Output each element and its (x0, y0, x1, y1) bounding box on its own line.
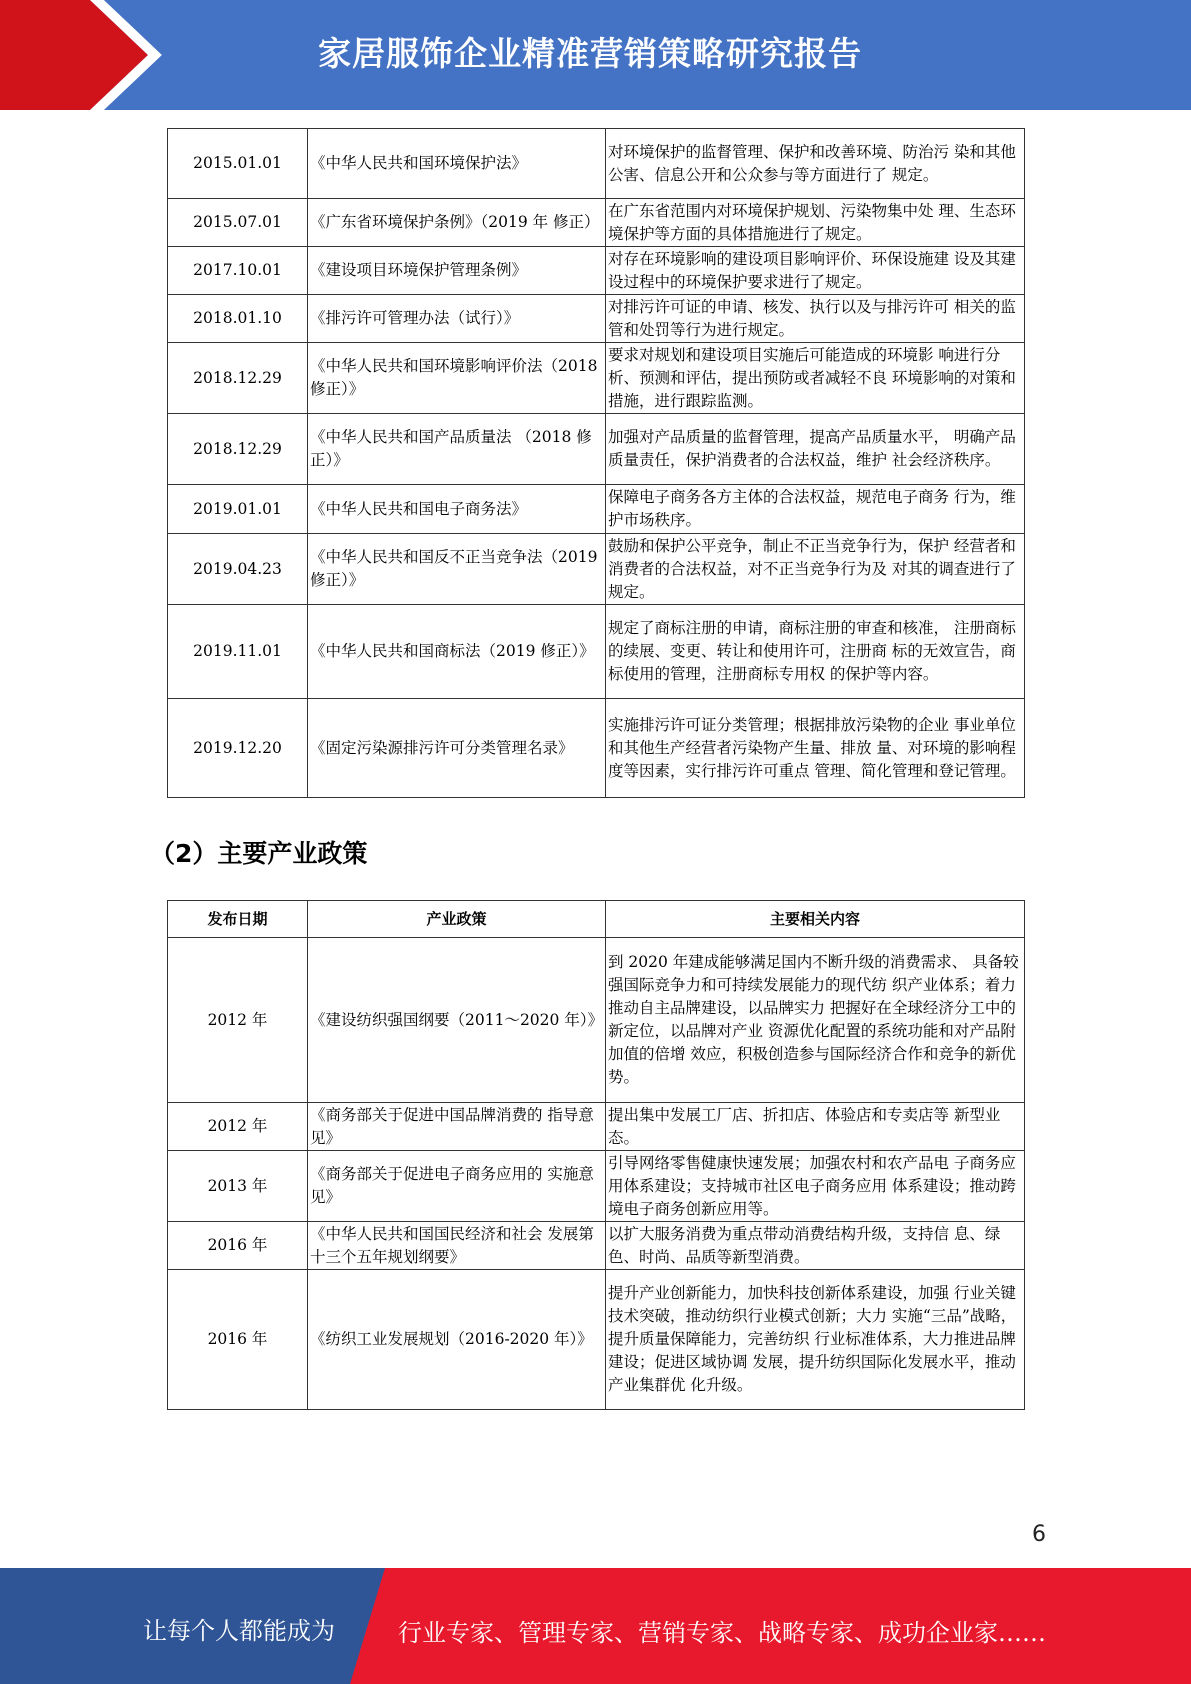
page-number: 6 (1032, 1522, 1046, 1547)
page-header (0, 0, 1191, 110)
law-name: 《中华人民共和国环境保护法》 (308, 129, 606, 199)
table-row (168, 699, 1025, 798)
policy-date: 2013 年 (168, 1151, 308, 1222)
policy-name: 《纺织工业发展规划（2016-2020 年）》 (308, 1270, 606, 1410)
law-content: 要求对规划和建设项目实施后可能造成的环境影 响进行分析、预测和评估，提出预防或者减轻不良 环境影响的对策和措施，进行跟踪监测。 (606, 343, 1025, 414)
table-row (168, 295, 1025, 343)
policy-date: 2012 年 (168, 1103, 308, 1151)
law-name: 《中华人民共和国反不正当竞争法（2019 修正）》 (308, 534, 606, 605)
column-header-date: 发布日期 (168, 901, 308, 938)
table-row (168, 1222, 1025, 1270)
law-date: 2015.01.01 (168, 129, 308, 199)
law-date: 2018.01.10 (168, 295, 308, 343)
table-row (168, 129, 1025, 199)
law-date: 2019.01.01 (168, 485, 308, 534)
law-content: 对排污许可证的申请、核发、执行以及与排污许可 相关的监管和处罚等行为进行规定。 (606, 295, 1025, 343)
law-name: 《广东省环境保护条例》（2019 年 修正） (308, 199, 606, 247)
table-row (168, 1270, 1025, 1410)
footer-slogan-left: 让每个人都能成为 (143, 1617, 335, 1645)
law-date: 2018.12.29 (168, 414, 308, 485)
table-row (168, 414, 1025, 485)
table-row (168, 534, 1025, 605)
policy-date: 2016 年 (168, 1270, 308, 1410)
law-name: 《中华人民共和国商标法（2019 修正）》 (308, 605, 606, 699)
law-date: 2015.07.01 (168, 199, 308, 247)
table-row (168, 605, 1025, 699)
policy-name: 《建设纺织强国纲要（2011～2020 年）》 (308, 938, 606, 1103)
law-date: 2019.11.01 (168, 605, 308, 699)
column-header-policy: 产业政策 (308, 901, 606, 938)
table-row (168, 343, 1025, 414)
column-header-content: 主要相关内容 (606, 901, 1025, 938)
table-header-row (168, 901, 1025, 938)
policy-content: 以扩大服务消费为重点带动消费结构升级，支持信 息、绿色、时尚、品质等新型消费。 (606, 1222, 1025, 1270)
policy-content: 引导网络零售健康快速发展；加强农村和农产品电 子商务应用体系建设；支持城市社区电子商务应用 体系建设；推动跨境电子商务创新应用等。 (606, 1151, 1025, 1222)
policy-date: 2016 年 (168, 1222, 308, 1270)
policy-name: 《商务部关于促进中国品牌消费的 指导意见》 (308, 1103, 606, 1151)
law-content: 在广东省范围内对环境保护规划、污染物集中处 理、生态环境保护等方面的具体措施进行了规定。 (606, 199, 1025, 247)
law-content: 对环境保护的监督管理、保护和改善环境、防治污 染和其他公害、信息公开和公众参与等方面进行了 规定。 (606, 129, 1025, 199)
policy-content: 提出集中发展工厂店、折扣店、体验店和专卖店等 新型业态。 (606, 1103, 1025, 1151)
law-content: 实施排污许可证分类管理；根据排放污染物的企业 事业单位和其他生产经营者污染物产生量、排放 量、对环境的影响程度等因素，实行排污许可重点 管理、简化管理和登记管理。 (606, 699, 1025, 798)
law-date: 2018.12.29 (168, 343, 308, 414)
law-name: 《中华人民共和国产品质量法 （2018 修正）》 (308, 414, 606, 485)
footer-slogan-right: 行业专家、管理专家、营销专家、战略专家、成功企业家…… (398, 1619, 1046, 1647)
table-row (168, 1151, 1025, 1222)
policy-name: 《商务部关于促进电子商务应用的 实施意见》 (308, 1151, 606, 1222)
laws-table (167, 128, 1025, 798)
table-row (168, 247, 1025, 295)
report-title: 家居服饰企业精准营销策略研究报告 (318, 34, 862, 73)
law-content: 鼓励和保护公平竞争，制止不正当竞争行为，保护 经营者和消费者的合法权益，对不正当竞争行为及 对其的调查进行了规定。 (606, 534, 1025, 605)
law-date: 2019.04.23 (168, 534, 308, 605)
table-row (168, 938, 1025, 1103)
law-content: 保障电子商务各方主体的合法权益，规范电子商务 行为，维护市场秩序。 (606, 485, 1025, 534)
table-row (168, 485, 1025, 534)
policy-date: 2012 年 (168, 938, 308, 1103)
law-name: 《中华人民共和国环境影响评价法（2018 修正）》 (308, 343, 606, 414)
table-row (168, 199, 1025, 247)
policy-content: 提升产业创新能力，加快科技创新体系建设，加强 行业关键技术突破，推动纺织行业模式创新；大力 实施“三品”战略，提升质量保障能力，完善纺织 行业标准体系，大力推进品牌建设；促进区域协调 发展，提升纺织国际化发展水平，推动产业集群优 化升级。 (606, 1270, 1025, 1410)
law-name: 《中华人民共和国电子商务法》 (308, 485, 606, 534)
law-date: 2019.12.20 (168, 699, 308, 798)
policy-content: 到 2020 年建成能够满足国内不断升级的消费需求、 具备较强国际竞争力和可持续发展能力的现代纺 织产业体系；着力推动自主品牌建设，以品牌实力 把握好在全球经济分工中的新定位，以品牌对产业 资源优化配置的系统功能和对产品附加值的倍增 效应，积极创造参与国际经济合作和竞争的新优 势。 (606, 938, 1025, 1103)
law-content: 对存在环境影响的建设项目影响评价、环保设施建 设及其建设过程中的环境保护要求进行了规定。 (606, 247, 1025, 295)
page-footer (0, 1568, 1191, 1684)
section-heading: （2）主要产业政策 (150, 839, 368, 868)
law-content: 加强对产品质量的监督管理，提高产品质量水平， 明确产品质量责任，保护消费者的合法权益，维护 社会经济秩序。 (606, 414, 1025, 485)
law-name: 《排污许可管理办法（试行）》 (308, 295, 606, 343)
policy-table (167, 900, 1025, 1410)
policy-name: 《中华人民共和国国民经济和社会 发展第十三个五年规划纲要》 (308, 1222, 606, 1270)
law-name: 《固定污染源排污许可分类管理名录》 (308, 699, 606, 798)
law-name: 《建设项目环境保护管理条例》 (308, 247, 606, 295)
table-row (168, 1103, 1025, 1151)
law-content: 规定了商标注册的申请，商标注册的审查和核准， 注册商标的续展、变更、转让和使用许可，注册商 标的无效宣告，商标使用的管理，注册商标专用权 的保护等内容。 (606, 605, 1025, 699)
law-date: 2017.10.01 (168, 247, 308, 295)
